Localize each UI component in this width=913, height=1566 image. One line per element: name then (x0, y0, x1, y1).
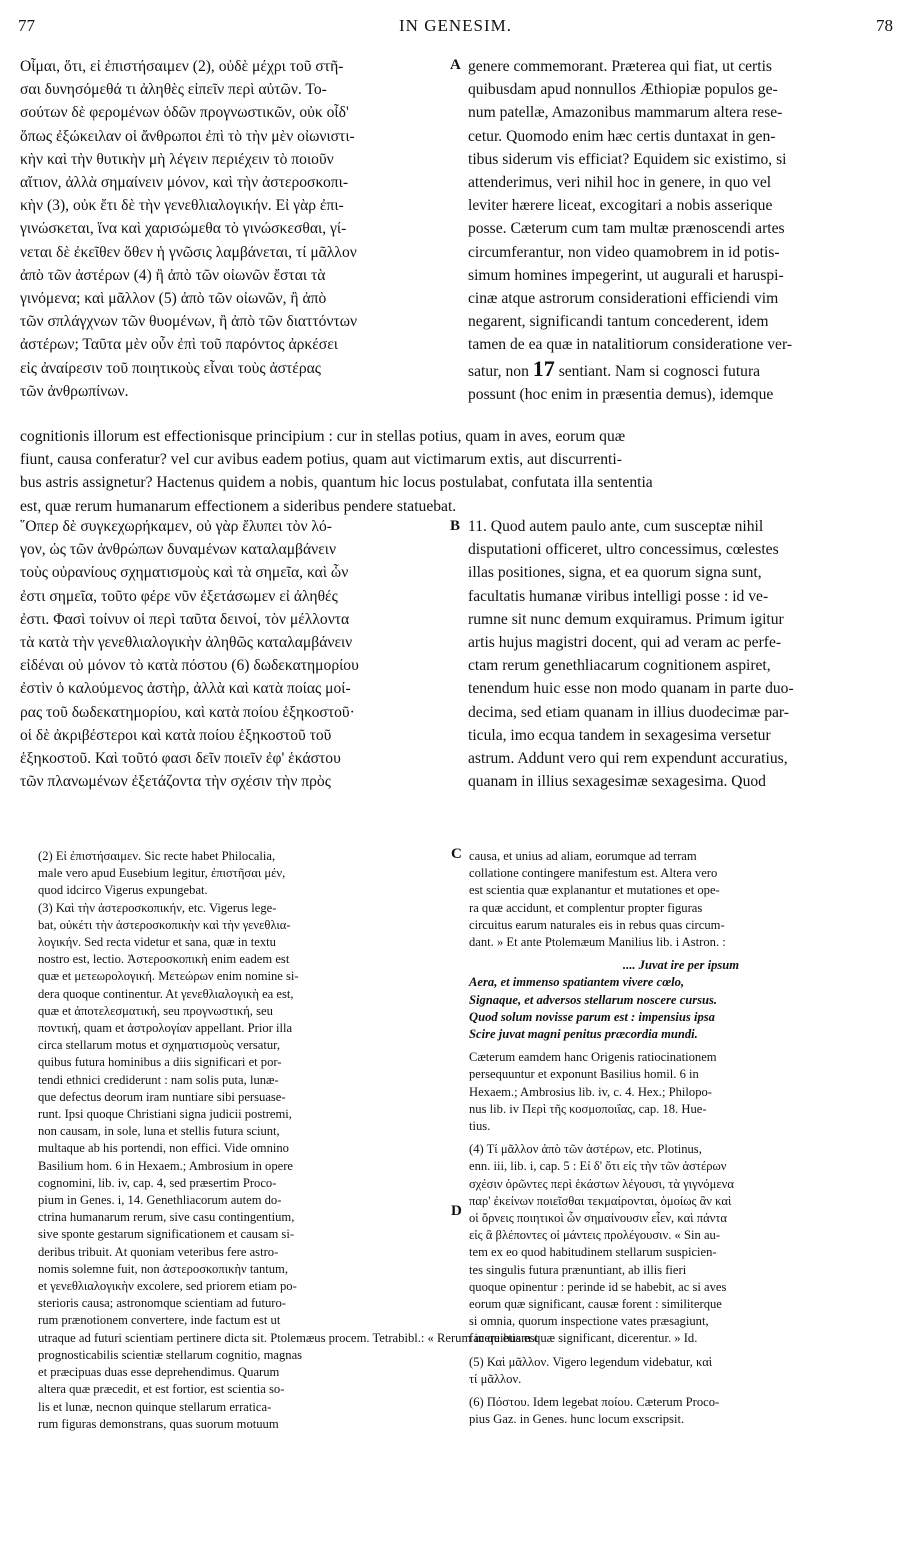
footnote-line: bat, οὐκέτι τὴν ἀστεροσκοπικὴν καὶ τὴν γενεθλια- (38, 917, 291, 932)
footnote-line: quibus futura hominibus a diis significari et por- (38, 1055, 282, 1070)
page-number-right: 78 (876, 16, 893, 35)
text-line: tamen de ea quæ in natalitiorum consideratione ver- (468, 336, 793, 354)
footnote-line: dera quoque continentur. At γενεθλιαλογικὴ ea est, (38, 986, 294, 1001)
text-line: ῞Οπερ δὲ συγκεχωρήκαμεν, οὐ γὰρ ἔλυπει τὸν λό- (20, 518, 332, 535)
footnote-line: Hexaem.; Ambrosius lib. iv, c. 4. Hex.; Philopo- (469, 1084, 712, 1099)
footnote-line: cognomini, lib. iv, cap. 4, sed præsertim Proco- (38, 1175, 277, 1190)
footnote-line: tem ex eo quod habitudinem stellarum suspicien- (469, 1245, 717, 1260)
text-line: ticula, imo ecqua tandem in sexagesima versetur (468, 726, 771, 744)
text-line: decima, sed etiam quanam in illius duodecimæ par- (468, 703, 790, 721)
poem-line: Signaque, et adversos stellarum noscere cursus. (469, 992, 718, 1007)
text-line: γινώσκεται, ἵνα καὶ χαρισώμεθα τὸ γινώσκεσθαι, γί- (20, 220, 347, 238)
text-line: disputationi officeret, ultro concessimus, cœlestes (468, 541, 779, 559)
text-line: κὴν (3), οὐκ ἔτι δὲ τὴν γενεθλιαλογικήν. Εἰ γὰρ ἐπι- (20, 197, 344, 215)
footnote-line: altera quæ præcedit, et est fortior, est scientia so- (38, 1382, 285, 1397)
text-line: cetur. Quomodo enim hæc certis duntaxat in gen- (468, 127, 776, 145)
lower-latin-column (468, 515, 893, 793)
text-line: τῶν σπλάγχνων τῶν θυομένων, ἢ ἀπὸ τῶν διαττόντων (20, 313, 358, 331)
footnote-line: runt. Ipsi quoque Christiani signa judicii postremi, (38, 1107, 292, 1122)
text-line: τὰ κατὰ τὴν γενεθλιαλογικὴν ἀληθῶς καταλαμβάνειν (20, 634, 353, 652)
footnote-line: circuitus earum naturales eis in rebus quas circum- (469, 917, 725, 932)
footnote-line: παρ' ἐκείνων ποιεῖσθαι τεκμαίρονται, ὁμοίως ἂν καὶ (469, 1193, 732, 1208)
footnote-line: multaque ab his portendi, non effici. Vide omnino (38, 1141, 289, 1156)
footnote-line: dant. » Et ante Ptolemæum Manilius lib. i Astron. : (469, 935, 726, 950)
text-line: quibusdam apud nonnullos Æthiopiæ populos ge- (468, 81, 778, 99)
text-line: 11. Quod autem paulo ante, cum susceptæ nihil (468, 518, 764, 535)
page-header (18, 16, 893, 42)
text-line: γον, ὡς τῶν ἀνθρώπων δυναμένων καταλαμβάνειν (20, 541, 337, 559)
footnote-line: et γενεθλιαλογικὴν excolere, sed priorem etiam po- (38, 1279, 297, 1294)
text-line: facultatis humanæ viribus intelligi posse : id ve- (468, 587, 769, 605)
text-line: cognitionis illorum est effectionisque principium : cur in stellas potius, quam in aves, eorum quæ (20, 428, 626, 445)
text-line: εἰς ἀναίρεσιν τοῦ ποιητικοὺς εἶναι τοὺς ἀστέρας (20, 359, 321, 377)
footnote-line: non causam, in sole, luna et stellis futura sciunt, (38, 1124, 280, 1139)
footnote-line: Cæterum eamdem hanc Origenis ratiocinationem (469, 1050, 717, 1065)
footnote-line: rum figuras demonstrans, quas suorum motuum (38, 1416, 279, 1431)
text-line: astrum. Addunt vero qui rem expendunt accuratius, (468, 750, 788, 768)
footnote-line: (2) Εἰ ἐπιστήσαιμεν. Sic recte habet Philocalia, (38, 849, 276, 863)
text-line: circumferantur, non video quamobrem in id potis- (468, 243, 780, 261)
footnote-line: tius. (469, 1119, 491, 1134)
footnote-line: utraque ad futuri scientiam pertinere dicta sit. Ptolemæus procem. Tetrabibl.: « Rerum in quibus est (38, 1330, 539, 1345)
footnote-line: collatione contingere manifestum est. Altera vero (469, 866, 718, 881)
footnote-line: circa stellarum motus et σχηματισμοὺς versatur, (38, 1038, 280, 1053)
footnote-line: et præcipuas duas esse deprehendimus. Quarum (38, 1365, 280, 1380)
footnote-line: sive sponte gestarum significationem et causam si- (38, 1227, 295, 1242)
footnote-line: persequuntur et exponunt Basilius homil. 6 in (469, 1067, 699, 1082)
text-line: cinæ atque astrorum considerationi efficiendi vim (468, 290, 779, 308)
text-line: genere commemorant. Præterea qui fiat, ut certis (468, 58, 772, 75)
footnote-line: nostro est, lectio. Ἀστεροσκοπικὴ enim eadem est (38, 952, 290, 967)
footnote-line: sterioris causa; astronomque scientiam ad futuro- (38, 1296, 286, 1311)
footnote-line: prognosticabilis scientiæ stellarum cognitio, magnas (38, 1347, 303, 1362)
margin-mark-a: A (450, 57, 461, 73)
text-line: νεται δὲ ἐκεῖθεν ὅθεν ἡ γνῶσις λαμβάνεται, τί μᾶλλον (20, 243, 357, 261)
text-line: num patellæ, Amazonibus mammarum altera rese- (468, 104, 783, 122)
text-fragment: sentiant. Nam si cognosci futura (558, 362, 761, 380)
footnote-line: ra quæ accidunt, et complentur propter figuras (469, 900, 703, 915)
footnote-line: si omnia, quorum inspectione vates præsagiunt, (469, 1314, 709, 1329)
footnote-line: τί μᾶλλον. (469, 1371, 522, 1386)
page-number-left: 77 (18, 16, 35, 35)
text-line: est, quæ rerum humanarum effectionem a sideribus pendere statuebat. (20, 497, 457, 515)
text-line: ἐστι σημεῖα, τοῦτο φέρε νῦν ἐξετάσωμεν εἰ ἀληθές (20, 587, 338, 605)
footnote-line: enn. iii, lib. i, cap. 5 : Εἰ δ' ὅτι εἰς τὴν τῶν ἀστέρων (469, 1159, 727, 1174)
footnote-line: Basilium hom. 6 in Hexaem.; Ambrosium in opere (38, 1158, 293, 1173)
margin-mark-d: D (451, 1203, 462, 1219)
text-line: ἐστι. Φασὶ τοίνυν οἱ περὶ ταῦτα δεινοί, τὸν μέλλοντα (20, 610, 350, 628)
footnote-line: οἱ ὄρνεις ποιητικοὶ ὧν σημαίνουσιν εἶεν, καὶ πάντα (469, 1211, 728, 1226)
running-title: IN GENESIM. (399, 16, 512, 35)
text-line: attenderimus, veri nihil hoc in genere, in quo vel (468, 174, 772, 192)
footnote-line: nus lib. iv Περὶ τῆς κοσμοποιΐας, cap. 18. Hue- (469, 1101, 707, 1116)
footnote-line: ctrina humanarum rerum, sive casu contingentium, (38, 1210, 295, 1225)
footnote-line: (5) Καὶ μᾶλλον. Vigero legendum videbatur, καὶ (469, 1354, 713, 1369)
text-line: ρας τοῦ δωδεκατημορίου, καὶ κατὰ ποίου ἑξηκοστοῦ· (20, 703, 355, 721)
text-line: ἑξηκοστοῦ. Καὶ τοῦτό φασι δεῖν ποιεῖν ἐφ' ἑκάστου (20, 750, 341, 768)
text-line (468, 357, 893, 383)
text-line: ὅπως ἐξώκειλαν οἱ ἄνθρωποι ἐπὶ τὸ τὴν μὲν οἰωνιστι- (20, 127, 355, 145)
text-line: rumne sit nunc demum exquiramus. Primum igitur (468, 610, 784, 628)
text-line: posse. Cæterum cum tam multæ prænoscendi artes (468, 220, 785, 238)
text-line: αἴτιον, ἀλλὰ σημαίνειν μόνον, καὶ τὴν ἀστεροσκοπι- (20, 174, 349, 192)
footnote-line: eorum quæ significant, causæ forent : similiterque (469, 1297, 722, 1312)
footnote-line: quod idcirco Vigerus expungebat. (38, 883, 208, 898)
footnote-line: quæ et μετεωρολογική. Μετεώρων enim nomine si- (38, 969, 299, 984)
footnote-line: nomis solemne fuit, non ἀστεροσκοπικὴν tantum, (38, 1261, 288, 1276)
full-width-paragraph (20, 425, 893, 518)
text-line: illas positiones, signa, et ea quorum signa sunt, (468, 564, 762, 582)
footnote-line: male vero apud Eusebium legitur, ἐπιστῆσαι μέν, (38, 866, 286, 881)
footnote-line: facere etiam quæ significant, dicerentur. » Id. (469, 1331, 698, 1346)
text-line: σαι δυνησόμεθά τι ἀληθὲς εἰπεῖν περὶ αὐτῶν. Το- (20, 81, 327, 99)
text-fragment: satur, non (468, 362, 529, 380)
margin-mark-b: B (450, 518, 461, 534)
text-line: σούτων δὲ φερομένων ὁδῶν προγνωστικῶν, οὐκ οἶδ' (20, 104, 349, 122)
text-line: γινόμενα; καὶ μᾶλλον (5) ἀπὸ τῶν οἰωνῶν, ἢ ἀπὸ (20, 290, 327, 308)
text-line: artis hujus magistri docent, qui ad veram ac perfe- (468, 634, 782, 652)
text-line: tibus siderum vis efficiat? Equidem sic existimo, si (468, 150, 787, 168)
footnote-line: quæ et ἀποτελεσματική, seu προγνωστική, seu (38, 1003, 273, 1018)
text-line: τῶν ἀνθρωπίνων. (20, 382, 129, 400)
poem-line: Scire juvat magni penitus præcordia mundi. (469, 1027, 698, 1042)
footnote-line: quoque opinentur : perinde id se habebit, ac si aves (469, 1279, 727, 1294)
text-line: ἀπὸ τῶν ἀστέρων (4) ἢ ἀπὸ τῶν οἰωνῶν ἔσται τὰ (20, 266, 326, 284)
poem-line: .... Juvat ire per ipsum (622, 958, 740, 973)
section-number: 17 (532, 355, 555, 381)
footnote-line: que defectus deorum iram nuntiare sibi persuase- (38, 1089, 286, 1104)
poem-line: Quod solum novisse parum est : impensius ipsa (469, 1009, 715, 1024)
text-line: οἱ δὲ ἀκριβέστεροι καὶ κατὰ ποίου ἑξηκοστοῦ τοῦ (20, 726, 332, 744)
text-line: κὴν καὶ τὴν θυτικὴν μὴ λέγειν περιέχειν τὸ ποιοῦν (20, 150, 334, 168)
text-line: possunt (hoc enim in præsentia demus), idemque (468, 385, 774, 403)
upper-latin-column (468, 55, 893, 406)
footnote-line: ποντική, quam et ἀστρολογίαν appellant. Prior illa (38, 1021, 293, 1036)
footnote-line: causa, et unius ad aliam, eorumque ad terram (469, 849, 697, 863)
footnote-line: εἰς ἃ βλέποντες οἱ μάντεις προλέγουσιν. « Sin au- (469, 1228, 721, 1243)
text-line: fiunt, causa conferatur? vel cur avibus eadem potius, quam aut victimarum extis, aut discurrenti- (20, 451, 622, 469)
text-line: τῶν πλανωμένων ἐξετάζοντα τὴν σχέσιν τὴν πρὸς (20, 773, 331, 791)
footnote-line: est scientia quæ explanantur et mutationes et ope- (469, 883, 720, 898)
margin-mark-c: C (451, 846, 462, 862)
footnote-line: deribus tribuit. At quoniam veteribus fere astro- (38, 1244, 279, 1259)
footnote-line: σχέσιν ὁρῶντες περὶ ἑκάστων λέγουσι, τὰ γιγνόμενα (469, 1176, 734, 1191)
footnote-line: (6) Πόστου. Idem legebat ποίου. Cæterum Proco- (469, 1395, 720, 1410)
text-line: simum homines impegerint, ut augurali et haruspi- (468, 266, 784, 284)
footnote-line: rum prænotionem convertere, inde factum est ut (38, 1313, 281, 1328)
text-line: Οἶμαι, ὅτι, εἰ ἐπιστήσαιμεν (2), οὐδὲ μέχρι τοῦ στῆ- (20, 58, 344, 75)
text-line: τοὺς οὐρανίους σχηματισμοὺς καὶ τὰ σημεῖα, καὶ ὧν (20, 564, 349, 582)
footnote-line: lis et lunæ, necnon quinque stellarum erratica- (38, 1399, 272, 1414)
text-line: bus astris assignetur? Hactenus quidem a nobis, quantum hic locus postulabat, confutata illa sententia (20, 474, 653, 492)
footnote-line: (3) Καὶ τὴν ἀστεροσκοπικήν, etc. Vigerus lege- (38, 900, 277, 915)
text-line: εἰδέναι οὐ μόνον τὸ κατὰ πόστου (6) δωδεκατημορίου (20, 657, 359, 675)
text-line: negarent, significandi tantum concederent, idem (468, 313, 769, 331)
footnote-line: λογικήν. Sed recta videtur et sana, quæ in textu (38, 935, 276, 950)
poem-line: Aera, et immenso spatiantem vivere cœlo, (469, 975, 685, 990)
upper-greek-column (20, 55, 444, 403)
text-line: ctam rerum genethliacarum cognitionem aspiret, (468, 657, 771, 675)
text-line: leviter hærere liceat, excogitari a nobis asserique (468, 197, 773, 215)
footnote-line: pium in Genes. i, 14. Genethliacorum autem do- (38, 1193, 282, 1208)
text-line: ἀστέρων; Ταῦτα μὲν οὖν ἐπὶ τοῦ παρόντος ἀρκέσει (20, 336, 338, 354)
footnote-line: pius Gaz. in Genes. hunc locum exscripsit. (469, 1412, 685, 1427)
text-line: tenendum huic esse non modo quanam in parte duo- (468, 680, 794, 698)
text-line: ἐστὶν ὁ καλούμενος ἀστὴρ, ἀλλὰ καὶ κατὰ ποίας μοί- (20, 680, 351, 698)
footnotes-right-column (469, 848, 893, 1429)
footnote-line: (4) Τί μᾶλλον ἀπὸ τῶν ἀστέρων, etc. Plotinus, (469, 1142, 702, 1157)
footnote-line: tendi ethnici crediderunt : nam solis puta, lunæ- (38, 1072, 279, 1087)
footnote-line: tes singulis futura prænuntiant, ab illis fieri (469, 1262, 687, 1277)
text-line: quanam in illius sexagesimæ sexagesima. Quod (468, 773, 766, 791)
lower-greek-column (20, 515, 444, 793)
